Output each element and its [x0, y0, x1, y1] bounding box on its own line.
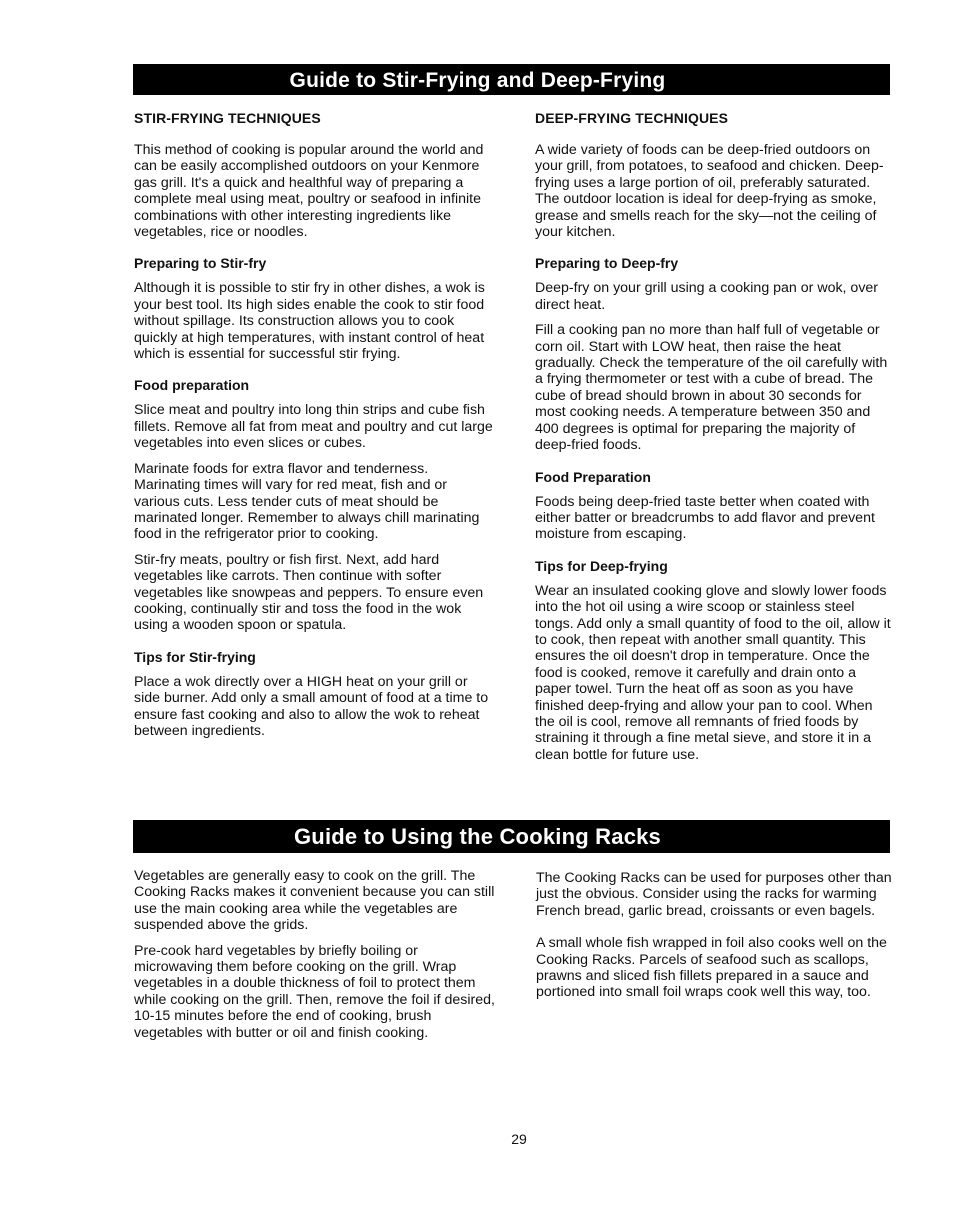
deep-frying-column [535, 110, 891, 772]
stir-frying-tips-title: Tips for Stir-frying [134, 648, 256, 665]
deep-frying-heading: DEEP-FRYING TECHNIQUES [535, 110, 729, 126]
stir-frying-heading: STIR-FRYING TECHNIQUES [134, 110, 321, 126]
section-banner-stir-deep-frying [133, 64, 890, 95]
deep-frying-intro: A wide variety of foods can be deep-fried outdoors on your grill, from potatoes, to seafood and chicken. Deep-frying uses a large portion of oil, preferably saturated. The outdoor location is ideal for deep-frying as smoke, grease and smells reach for the sky—not the ceiling of your kitchen. [535, 142, 884, 241]
stir-frying-tips-text: Place a wok directly over a HIGH heat on your grill or side burner. Add only a small amount of food at a time to ensure fast cooking and also to allow the wok to reheat between ingredients. [134, 673, 489, 739]
racks-right-p2: A small whole fish wrapped in foil also cooks well on the Cooking Racks. Parcels of seafood such as scallops, prawns and sliced fish fillets prepared in a sauce and portioned into small foil wraps cook well this way, too. [536, 935, 887, 1001]
preparing-deep-fry-title: Preparing to Deep-fry [535, 255, 679, 272]
preparing-deep-fry-p2: Fill a cooking pan no more than half full of vegetable or corn oil. Start with LOW heat, then raise the heat gradually. Check the temperature of the oil carefully with a frying thermometer or test with a cube of bread. The cube of bread should brown in about 30 seconds for most cooking needs. A temperature between 350 and 400 degrees is optimal for preparing the majority of deep-fried foods. [535, 322, 888, 454]
section-banner-cooking-racks [133, 820, 890, 853]
deep-frying-tips-text: Wear an insulated cooking glove and slowly lower foods into the hot oil using a wire scoop or stainless steel tongs. Add only a small quantity of food to the oil, allow it to cook, then repeat with another small quantity. This ensures the oil doesn't drop in temperature. Once the food is cooked, remove it carefully and drain onto a paper towel. Turn the heat off as soon as you have finished deep-frying and allow your pan to cool. When the oil is cool, remove all remnants of fried foods by straining it through a fine metal sieve, and store it in a clean bottle for future use. [535, 582, 891, 763]
stir-food-preparation-title: Food preparation [134, 377, 250, 394]
preparing-stir-fry-text: Although it is possible to stir fry in other dishes, a wok is your best tool. Its high sides enable the cook to stir food without spillage. Its construction allows you to cook quickly at high temperatures, with instant control of heat which is essential for successful stir frying. [134, 280, 485, 363]
cooking-racks-right-column [536, 870, 892, 1017]
racks-left-p2: Pre-cook hard vegetables by briefly boiling or microwaving them before cooking on the grill. Wrap vegetables in a double thickness of foil to protect them while cooking on the grill. Then, remove the foil if desired, 10-15 minutes before the end of cooking, brush vegetables with butter or oil and finish cooking. [134, 942, 495, 1041]
preparing-stir-fry-title: Preparing to Stir-fry [134, 255, 267, 272]
deep-food-preparation-text: Foods being deep-fried taste better when coated with either batter or breadcrumbs to add flavor and prevent moisture from escaping. [535, 493, 875, 543]
banner-title: Guide to Stir-Frying and Deep-Frying [289, 69, 666, 92]
cooking-racks-left-column [134, 868, 499, 1050]
racks-left-p1: Vegetables are generally easy to cook on the grill. The Cooking Racks makes it convenient because you can still use the main cooking area while the vegetables are suspended above the grids. [134, 868, 495, 934]
racks-right-p1: The Cooking Racks can be used for purposes other than just the obvious. Consider using the racks for warming French bread, garlic bread, croissants or even bagels. [536, 870, 892, 919]
stir-food-preparation-p3: Stir-fry meats, poultry or fish first. Next, add hard vegetables like carrots. Then continue with softer vegetables like snowpeas and peppers. To ensure even cooking, continually stir and toss the food in the wok using a wooden spoon or spatula. [134, 551, 484, 634]
stir-frying-column [134, 110, 496, 748]
stir-frying-intro: This method of cooking is popular around the world and can be easily accomplished outdoors on your Kenmore gas grill. It's a quick and healthful way of preparing a complete meal using meat, poultry or seafood in infinite combinations with other interesting ingredients like vegetables, rice or noodles. [134, 142, 484, 241]
page-number: 29 [511, 1131, 527, 1147]
deep-food-preparation-title: Food Preparation [535, 468, 651, 485]
preparing-deep-fry-p1: Deep-fry on your grill using a cooking pan or wok, over direct heat. [535, 280, 879, 313]
stir-food-preparation-p1: Slice meat and poultry into long thin strips and cube fish fillets. Remove all fat from meat and poultry and cut large vegetables into even slices or cubes. [134, 402, 493, 452]
deep-frying-tips-title: Tips for Deep-frying [535, 557, 668, 574]
banner-title: Guide to Using the Cooking Racks [294, 824, 661, 849]
stir-food-preparation-p2: Marinate foods for extra flavor and tenderness. Marinating times will vary for red meat, fish and or various cuts. Less tender cuts of meat should be marinated longer. Remember to always chill marinating food in the refrigerator prior to cooking. [134, 460, 480, 543]
